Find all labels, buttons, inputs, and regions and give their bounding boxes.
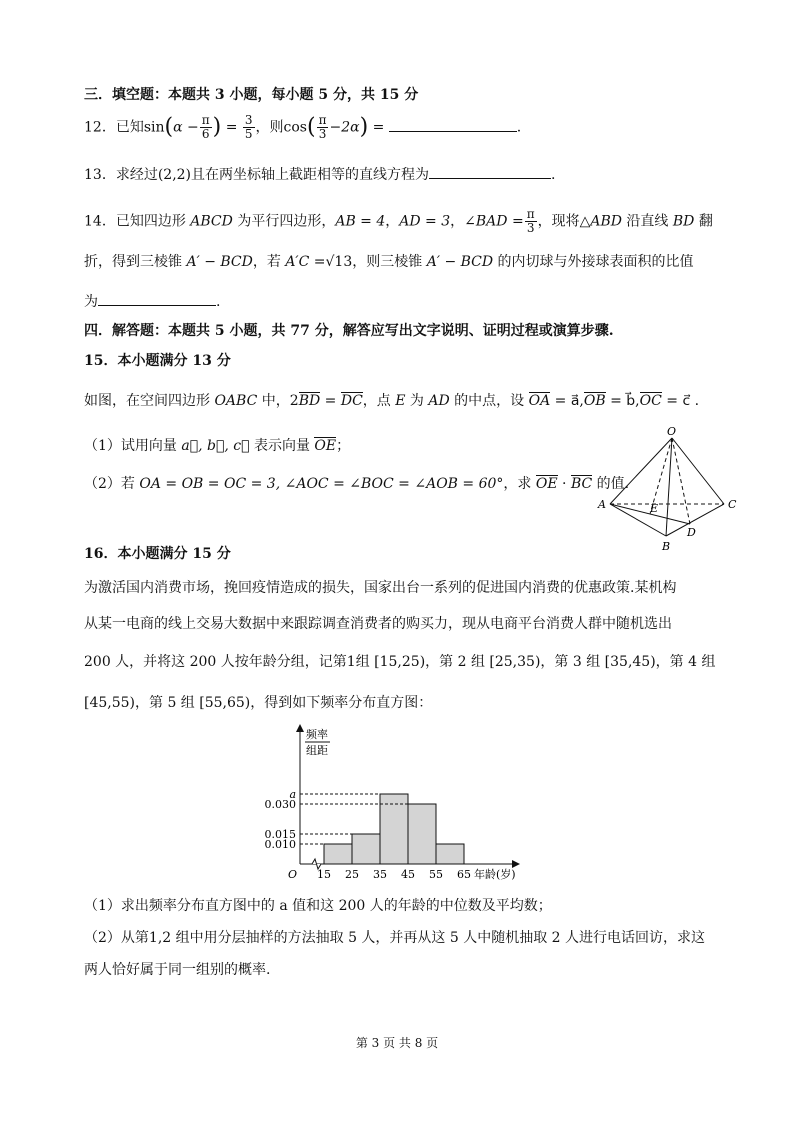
q14-end: . xyxy=(216,294,221,310)
q15-two: 2 xyxy=(289,393,299,409)
q14-answer-blank[interactable] xyxy=(98,291,216,306)
q15-p1-vecs: a⃗, b⃗, c⃗ xyxy=(181,438,250,454)
q14-text-1a: 14．已知四边形 xyxy=(84,213,191,230)
q15-text-d: 为 xyxy=(405,393,429,409)
q15-vec-oc: OC xyxy=(639,393,662,409)
x-tick-label: 45 xyxy=(401,868,415,881)
q14-abd: ABD xyxy=(590,213,622,230)
q15-p2-b: ，求 xyxy=(503,476,536,492)
x-axis-arrow xyxy=(512,860,520,868)
q15-p2-a: （2）若 xyxy=(84,476,140,492)
q13-answer-blank[interactable] xyxy=(429,164,551,179)
q15-text-a: 如图，在空间四边形 xyxy=(84,393,215,409)
q12-eq: = xyxy=(225,119,238,136)
q15-ad: AD xyxy=(428,393,450,409)
q14-sep2: ， xyxy=(450,213,465,230)
q15-part2 xyxy=(84,474,629,494)
q14-abcd: ABCD xyxy=(190,213,233,230)
x-axis-label: 年龄(岁) xyxy=(474,868,516,881)
q15-title: 15．本小题满分 13 分 xyxy=(84,353,231,369)
q14-tetra: A′ − BCD xyxy=(186,254,253,270)
label-e: E xyxy=(650,502,659,515)
q12-cos: cos xyxy=(283,119,307,136)
q15-vec-ob: OB xyxy=(583,393,606,409)
q15-p2-cond: OA = OB = OC = 3, ∠AOC = ∠BOC = ∠AOB = 60° xyxy=(139,476,504,492)
q16-line3: 200 人，并将这 200 人按年龄分组，记第1组 [15,25)，第 2 组 [25,35)，第 3 组 [35,45)，第 4 组 xyxy=(84,654,716,670)
q14-text-2c: ，则三棱锥 xyxy=(352,254,427,270)
q15-p1-c: ； xyxy=(336,438,351,454)
q12-then: ，则 xyxy=(255,119,284,136)
q14-text-3a: 为 xyxy=(84,294,98,310)
y-label-bottom: 组距 xyxy=(306,744,328,757)
q16-part1: （1）求出频率分布直方图中的 a 值和这 200 人的年龄的中位数及平均数； xyxy=(84,898,552,914)
q15-p1-b: 表示向量 xyxy=(249,438,315,454)
q12-text: 已知 xyxy=(115,119,144,136)
q14-text-1e: 翻 xyxy=(694,213,713,230)
q15-vec-oe: OE xyxy=(314,438,337,454)
edge-ob xyxy=(666,438,672,536)
section4-header: 四．解答题：本题共 5 小题，共 77 分，解答应写出文字说明、证明过程或演算步骤. xyxy=(84,323,614,339)
page-footer: 第 3 页 共 8 页 xyxy=(355,1036,439,1050)
q12-minus2a: −2α xyxy=(329,119,360,136)
histogram-bar xyxy=(352,834,380,864)
question-14-line3 xyxy=(84,291,220,312)
y-tick-label: 0.015 xyxy=(264,828,296,841)
edge-oa xyxy=(610,438,672,504)
label-a: A xyxy=(598,498,606,511)
x-tick-label: 15 xyxy=(317,868,331,881)
q14-frac-pi3: $\frac{\pi}{3}$ xyxy=(526,207,535,235)
q13-text-b: 且在两坐标轴上截距相等的直线方程为 xyxy=(191,167,430,183)
question-13 xyxy=(84,164,555,185)
q15-vec-dc: DC xyxy=(340,393,363,409)
q14-text-2a: 折，得到三棱锥 xyxy=(84,254,187,270)
y-tick-label: 0.030 xyxy=(264,798,296,811)
q15-vec-oa: OA xyxy=(528,393,551,409)
label-b: B xyxy=(662,540,671,553)
x-tick-label: 35 xyxy=(373,868,387,881)
q15-e: E xyxy=(395,393,406,409)
histogram-bar xyxy=(380,794,408,864)
origin-label: O xyxy=(288,868,298,881)
q15-eqb: = b⃗, xyxy=(605,393,640,409)
q13-end: . xyxy=(551,167,556,183)
q14-bd: BD xyxy=(672,213,695,230)
y-tick-label: a xyxy=(289,788,296,801)
q14-ad: AD = 3 xyxy=(399,213,451,230)
edge-oc xyxy=(672,438,724,504)
y-axis-arrow xyxy=(296,724,304,732)
label-o: O xyxy=(667,425,677,438)
q16-title: 16．本小题满分 15 分 xyxy=(84,546,231,562)
q12-frac-35: $\frac{3}{5}$ xyxy=(244,113,253,141)
y-label-top: 频率 xyxy=(306,728,328,741)
histogram-bar xyxy=(324,844,352,864)
question-12: 12．已知sin(α − $\frac{\pi}{6}$ ) = $\frac{3}{5}$ ，则cos( $\frac{\pi}{3}$ −2α) = . xyxy=(84,113,522,141)
q12-answer-blank[interactable] xyxy=(389,117,517,132)
q12-number: 12． xyxy=(84,119,116,136)
q14-text-1d: 沿直线 xyxy=(621,213,673,230)
label-c: C xyxy=(728,498,737,511)
q12-frac-pi6: $\frac{\pi}{6}$ xyxy=(201,113,210,141)
q15-eq: = xyxy=(320,393,341,409)
q15-eqa: = a⃗, xyxy=(550,393,584,409)
q14-tetra2: A′ − BCD xyxy=(426,254,494,270)
q14-angle: ∠BAD = xyxy=(464,213,524,230)
q13-point: (2,2) xyxy=(157,167,192,183)
histogram-bar xyxy=(436,844,464,864)
q15-intro xyxy=(84,391,699,411)
q12-frac-pi3: $\frac{\pi}{3}$ xyxy=(318,113,327,141)
q12-eq2: = xyxy=(372,119,385,136)
q14-text-1c: ，现将△ xyxy=(537,213,591,230)
q15-text-c: ，点 xyxy=(362,393,396,409)
q14-text-1b: 为平行四边形， xyxy=(232,213,336,230)
q15-text-e: 的中点，设 xyxy=(449,393,529,409)
x-tick-label: 25 xyxy=(345,868,359,881)
section3-header: 三．填空题：本题共 3 小题，每小题 5 分，共 15 分 xyxy=(84,87,419,103)
q15-vec-bd: BD xyxy=(298,393,321,409)
q15-eqc: = c⃗ . xyxy=(661,393,700,409)
edge-od xyxy=(672,438,690,524)
q14-sep1: ， xyxy=(385,213,400,230)
histogram-bar xyxy=(408,804,436,864)
q15-vec-bc: BC xyxy=(570,476,593,492)
q12-end: . xyxy=(516,119,522,136)
label-d: D xyxy=(687,526,696,539)
q13-number: 13． xyxy=(84,167,116,183)
question-14-line2 xyxy=(84,252,694,272)
y-tick-label: 0.010 xyxy=(264,838,296,851)
q16-line1: 为激活国内消费市场，挽回疫情造成的损失，国家出台一系列的促进国内消费的优惠政策.某机构 xyxy=(84,580,677,596)
q14-ac: A′C = xyxy=(285,254,326,270)
question-14-line1 xyxy=(84,208,713,235)
q16-line2: 从某一电商的线上交易大数据中来跟踪调查消费者的购买力，现从电商平台消费人群中随机选出 xyxy=(84,616,672,632)
q15-part1 xyxy=(84,436,350,456)
frequency-histogram xyxy=(250,722,540,890)
q12-sin: sin xyxy=(143,119,165,136)
q15-p2-c: 的值. xyxy=(592,476,630,492)
x-tick-label: 55 xyxy=(429,868,443,881)
tetrahedron-figure xyxy=(594,424,744,554)
q14-ab: AB = 4 xyxy=(335,213,386,230)
q14-text-2b: ，若 xyxy=(252,254,286,270)
q15-text-b: 中， xyxy=(257,393,290,409)
q14-sqrt: √13 xyxy=(325,254,353,270)
q15-dot: · xyxy=(557,476,571,492)
x-tick-label: 65 xyxy=(457,868,471,881)
q15-vec-oe2: OE xyxy=(535,476,558,492)
q12-alpha: α − xyxy=(173,119,199,136)
q16-line4: [45,55)，第 5 组 [55,65)，得到如下频率分布直方图： xyxy=(84,695,433,711)
q16-part2: （2）从第1,2 组中用分层抽样的方法抽取 5 人，并再从这 5 人中随机抽取 2 人进行电话回访，求这 xyxy=(84,930,706,946)
q14-text-2d: 的内切球与外接球表面积的比值 xyxy=(493,254,694,270)
q15-oabc: OABC xyxy=(214,393,258,409)
q13-text-a: 求经过 xyxy=(115,167,158,183)
q15-p1-a: （1）试用向量 xyxy=(84,438,182,454)
q16-part3: 两人恰好属于同一组别的概率. xyxy=(84,962,271,978)
